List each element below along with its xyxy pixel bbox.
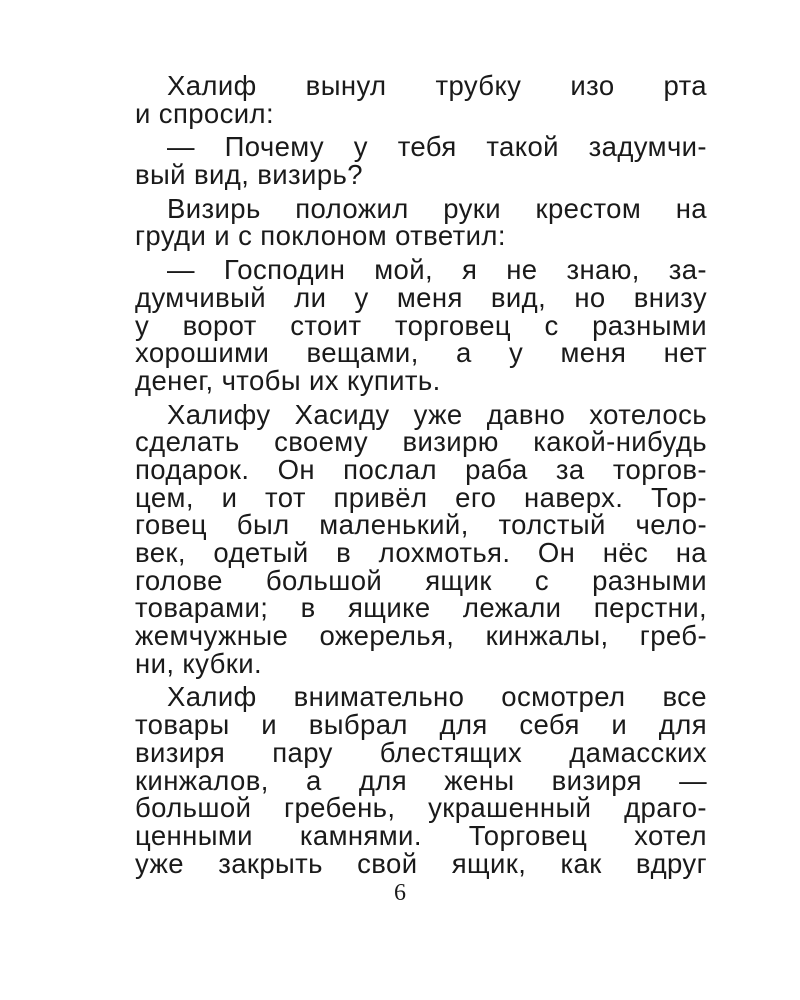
- text-line: кинжалов, а для жены визиря —: [135, 764, 707, 796]
- text-line: — Господин мой, я не знаю, за-: [167, 254, 707, 286]
- text-line: говец был маленький, толстый чело-: [135, 509, 707, 541]
- text-line: ни, кубки.: [135, 647, 263, 679]
- text-line: у ворот стоит торговец с разными: [135, 309, 707, 341]
- text-line: цем, и тот привёл его наверх. Тор-: [135, 481, 707, 513]
- page-number: 6: [394, 880, 406, 906]
- text-line: визиря пару блестящих дамасских: [135, 736, 707, 768]
- text-line: Халифу Хасиду уже давно хотелось: [167, 398, 707, 430]
- body-text: [135, 72, 707, 877]
- text-line: вый вид, визирь?: [135, 159, 363, 191]
- text-line: товары и выбрал для себя и для: [135, 709, 707, 741]
- text-line: подарок. Он послал раба за торгов-: [135, 453, 707, 485]
- text-line: груди и с поклоном ответил:: [135, 220, 506, 252]
- text-line: — Почему у тебя такой задумчи-: [167, 131, 707, 163]
- text-line: Халиф вынул трубку изо рта: [167, 70, 707, 101]
- text-line: хорошими вещами, а у меня нет: [135, 337, 707, 369]
- text-line: и спросил:: [135, 97, 275, 129]
- text-line: товарами; в ящике лежали перстни,: [135, 592, 707, 624]
- text-line: Визирь положил руки крестом на: [167, 192, 707, 224]
- text-line: сделать своему визирю какой-нибудь: [135, 426, 707, 458]
- text-line: голове большой ящик с разными: [135, 564, 707, 596]
- text-line: большой гребень, украшенный драго-: [135, 792, 707, 824]
- text-line: век, одетый в лохмотья. Он нёс на: [135, 537, 707, 568]
- text-line: Халиф внимательно осмотрел все: [167, 681, 707, 713]
- text-line: ценными камнями. Торговец хотел: [135, 819, 707, 851]
- text-line: жемчужные ожерелья, кинжалы, греб-: [135, 620, 707, 652]
- text-line: денег, чтобы их купить.: [135, 364, 441, 396]
- text-line: уже закрыть свой ящик, как вдруг: [135, 847, 707, 879]
- text-line: думчивый ли у меня вид, но внизу: [135, 281, 707, 313]
